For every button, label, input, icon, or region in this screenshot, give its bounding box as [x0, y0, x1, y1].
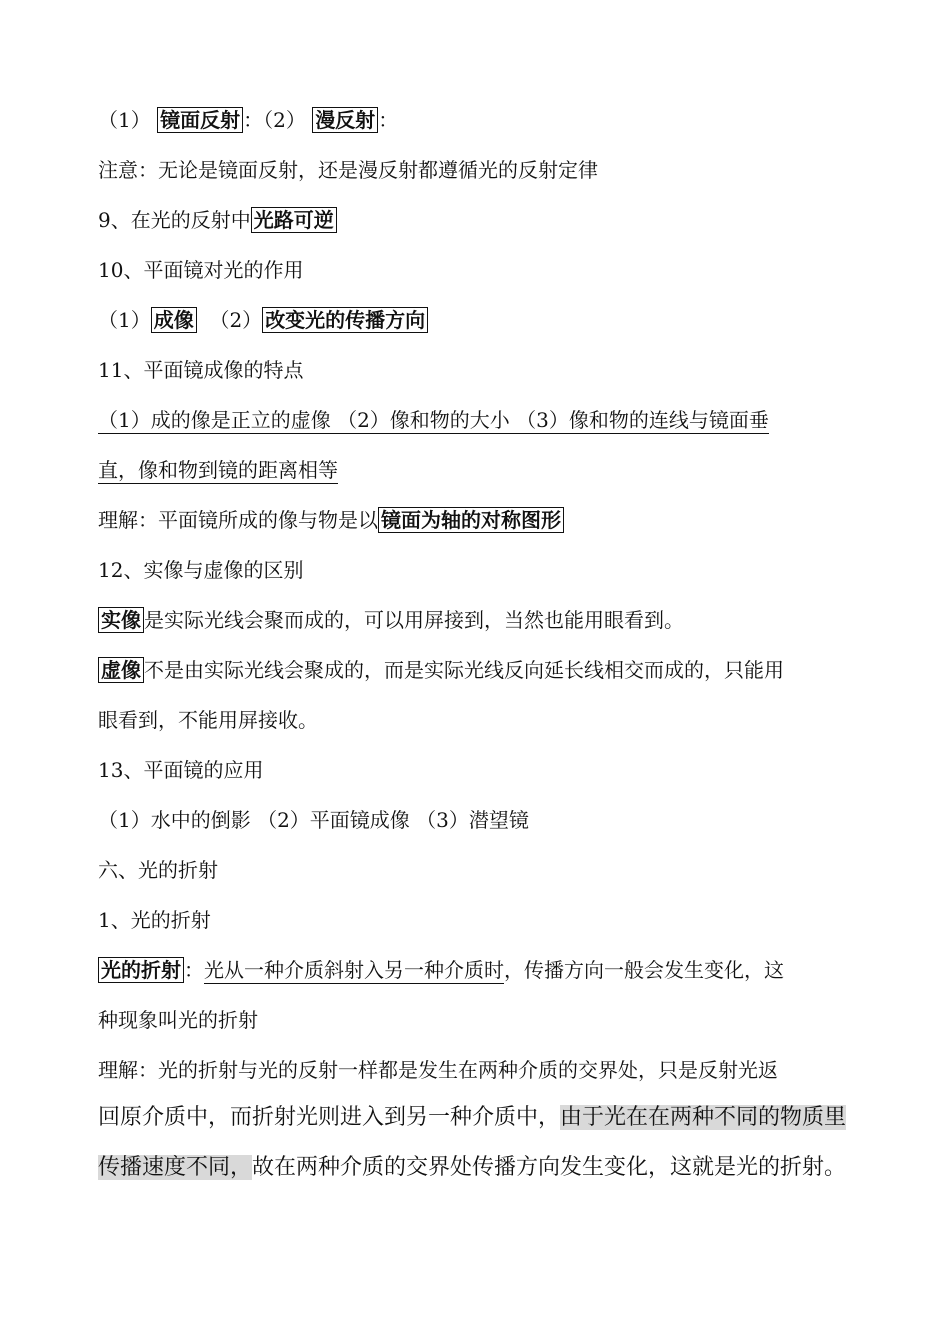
line-real-image: [98, 606, 684, 634]
underlined-definition: 光从一种介质斜射入另一种介质时: [204, 958, 504, 982]
line-refraction-understanding-2: [98, 1104, 846, 1132]
term-symmetric-figure: 镜面为轴的对称图形: [378, 507, 564, 533]
term-change-direction: 改变光的传播方向: [262, 307, 428, 333]
understanding-text: 故在两种介质的交界处传播方向发生变化，这就是光的折射。: [252, 1155, 847, 1180]
line-9-text: 9、在光的反射中: [98, 208, 251, 232]
term-refraction: 光的折射: [98, 957, 184, 983]
understanding-text: 理解：平面镜所成的像与物是以: [98, 508, 378, 532]
item-1-marker: （1）: [98, 308, 151, 332]
term-imaging: 成像: [151, 307, 197, 333]
definition-rest: ，传播方向一般会发生变化，这: [504, 958, 784, 982]
line-refraction-understanding-3: [98, 1154, 846, 1182]
term-real-image: 实像: [98, 607, 144, 633]
line-understanding: [98, 506, 564, 534]
line-virtual-image: [98, 656, 784, 684]
real-image-text: 是实际光线会聚而成的，可以用屏接到，当然也能用眼看到。: [144, 608, 684, 632]
line-9: [98, 206, 337, 234]
term-virtual-image: 虚像: [98, 657, 144, 683]
virtual-image-text: 不是由实际光线会聚成的，而是实际光线反向延长线相交而成的，只能用: [144, 658, 784, 682]
heading-12: 12、实像与虚像的区别: [98, 558, 304, 582]
term-reversible-path: 光路可逆: [251, 207, 337, 233]
highlighted-text: 传播速度不同，: [98, 1155, 253, 1180]
line-applications: （1）水中的倒影 （2）平面镜成像 （3）潜望镜: [98, 808, 529, 832]
heading-10: 10、平面镜对光的作用: [98, 258, 304, 282]
item-2-marker: ：（2）: [243, 108, 306, 132]
section-heading-refraction: 六、光的折射: [98, 858, 218, 882]
term-diffuse-reflection: 漫反射: [312, 107, 378, 133]
colon: ：: [378, 108, 399, 132]
highlighted-text: 由于光在在两种不同的物质里: [560, 1105, 847, 1130]
heading-13: 13、平面镜的应用: [98, 758, 264, 782]
line-characteristics-1: [98, 406, 769, 434]
heading-refraction-1: 1、光的折射: [98, 908, 211, 932]
line-refraction-understanding: 理解：光的折射与光的反射一样都是发生在两种介质的交界处，只是反射光返: [98, 1058, 778, 1082]
line-refraction-def-cont: 种现象叫光的折射: [98, 1008, 258, 1032]
line-virtual-image-cont: 眼看到，不能用屏接收。: [98, 708, 318, 732]
understanding-text: 回原介质中，而折射光则进入到另一种介质中，: [98, 1105, 561, 1130]
note-line: 注意：无论是镜面反射，还是漫反射都遵循光的反射定律: [98, 158, 598, 182]
underlined-text: （1）成的像是正立的虚像 （2）像和物的大小 （3）像和物的连线与镜面垂: [98, 408, 769, 432]
line-reflection-types: [98, 106, 398, 134]
item-2-marker: （2）: [209, 308, 263, 332]
colon: ：: [184, 958, 204, 982]
line-mirror-effects: [98, 306, 428, 334]
line-refraction-def: [98, 956, 784, 984]
heading-11: 11、平面镜成像的特点: [98, 358, 304, 382]
underlined-text: 直，像和物到镜的距离相等: [98, 458, 338, 482]
item-1-marker: （1）: [98, 108, 151, 132]
term-specular-reflection: 镜面反射: [157, 107, 243, 133]
line-characteristics-2: [98, 456, 338, 484]
